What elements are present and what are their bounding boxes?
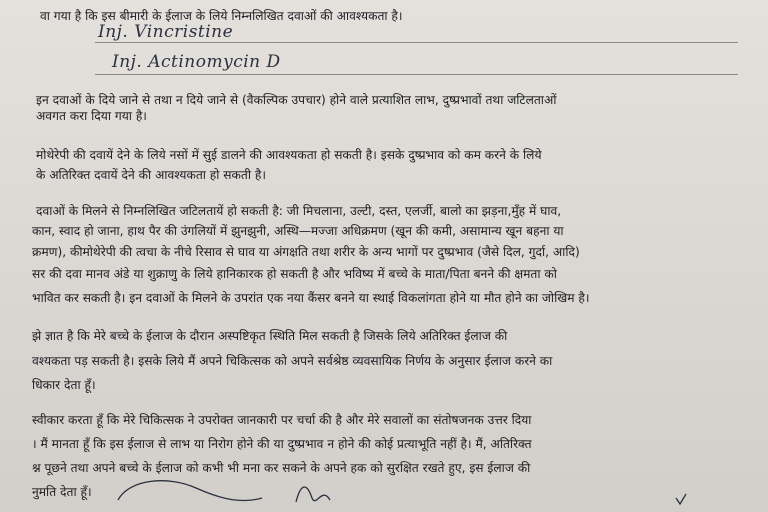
- paragraph-5-line-3: श्न पूछने तथा अपने बच्चे के ईलाज को कभी भी मना कर सकने के अपने हक को सुरक्षित रखते हुए, इस ईलाज की: [32, 461, 531, 475]
- medicine-1-handwritten: Inj. Vincristine: [98, 22, 234, 42]
- paragraph-3-line-2: कान, स्वाद हो जाना, हाथ पैर की उंगलियों में झुनझुनी, अस्थि—मज्जा अधिक्रमण (खून की कमी, असामान्य खून बहना या: [32, 224, 564, 238]
- paragraph-1-line-2: अवगत करा दिया गया है।: [36, 109, 147, 123]
- paragraph-4-line-3: धिकार देता हूँ।: [32, 378, 96, 392]
- paragraph-5-line-1: स्वीकार करता हूँ कि मेरे चिकित्सक ने उपरोक्त जानकारी पर चर्चा की है और मेरे सवालों का संतोषजनक उत्तर दिया: [32, 413, 532, 427]
- paragraph-2-line-1: मोथेरेपी की दवायें देने के लिये नसों में सुई डालने की आवश्यकता हो सकती है। इसके दुष्प्रभाव को कम करने के लिये: [36, 148, 542, 162]
- medicine-2-handwritten: Inj. Actinomycin D: [112, 52, 281, 72]
- paragraph-3-line-3: क्रमण), कीमोथेरेपी की त्वचा के नीचे रिसाव से घाव या अंगक्षति तथा शरीर के अन्य भागों पर दुष्प्रभाव (जैसे दिल, गुर्दा, आदि): [32, 245, 580, 259]
- paragraph-2-line-2: के अतिरिक्त दवायें देने की आवश्यकता हो सकती है।: [36, 168, 266, 182]
- paragraph-3-line-1: दवाओं के मिलने से निम्नलिखित जटिलतायें हो सकती है: जी मिचलाना, उल्टी, दस्त, एलर्जी, बालो का झड़ना,मुँह में घाव,: [36, 204, 562, 218]
- paragraph-3-line-5: भावित कर सकती है। इन दवाओं के मिलने के उपरांत एक नया कैंसर बनने या स्थाई विकलांगता होने या मौत होने का जोखिम है।: [32, 291, 590, 305]
- paragraph-4-line-2: वश्यकता पड़ सकती है। इसके लिये मैं अपने चिकित्सक को अपने सर्वश्रेष्ठ व्यवसायिक निर्णय के अनुसार ईलाज करने का: [32, 354, 553, 368]
- paragraph-5-line-2: । मैं मानता हूँ कि इस ईलाज से लाभ या निरोग होने की या दुष्प्रभाव न होने की कोई प्रत्याभूति नहीं है। मैं, अतिरिक्त: [32, 437, 532, 451]
- paragraph-3-line-4: सर की दवा मानव अंडे या शुक्राणु के लिये हानिकारक हो सकती है और भविष्य में बच्चे के माता/पिता बनने की क्षमता को: [32, 267, 557, 281]
- paragraph-5-line-4: नुमति देता हूँ।: [32, 485, 92, 499]
- paragraph-1-line-1: इन दवाओं के दिये जाने से तथा न दिये जाने से (वैकल्पिक उपचार) होने वाले प्रत्याशित लाभ, दुष्प्रभावों तथा जटिलताओं: [36, 93, 557, 107]
- paragraph-4-line-1: झे ज्ञात है कि मेरे बच्चे के ईलाज के दौरान अस्पष्टिकृत स्थिति मिल सकती है जिसके लिये अतिरिक्त ईलाज की: [32, 329, 508, 343]
- intro-line: वा गया है कि इस बीमारी के ईलाज के लिये निम्नलिखित दवाओं की आवश्यकता है।: [40, 9, 403, 23]
